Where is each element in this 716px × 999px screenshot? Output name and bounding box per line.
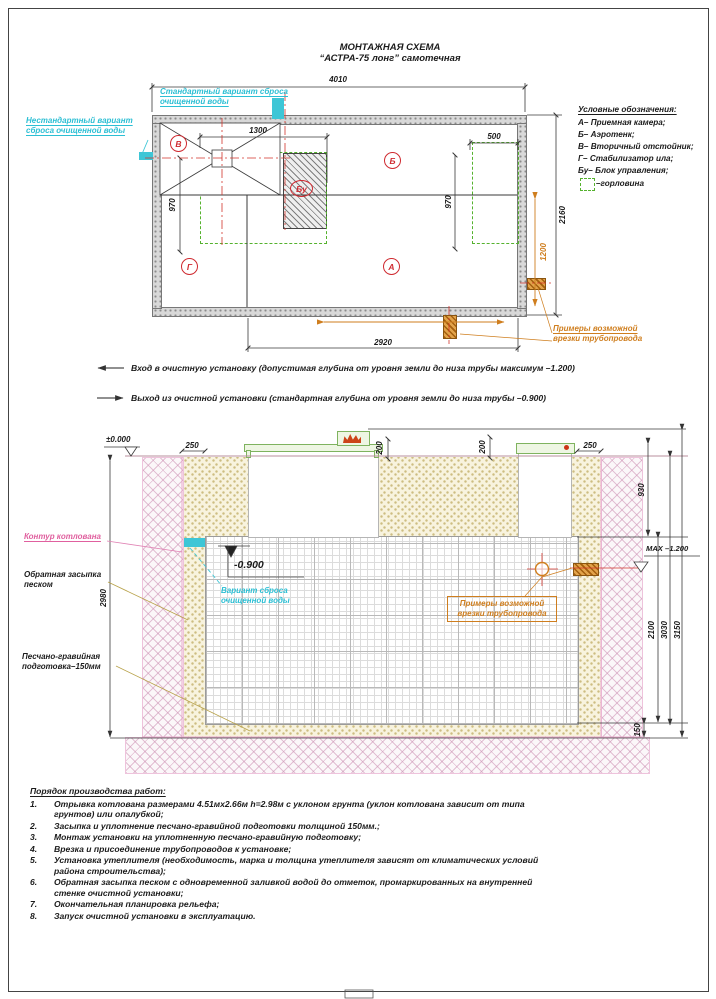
dim-150: 150 [633,723,642,737]
plan-pipe-examples-line2: врезки трубопровода [553,334,643,343]
backfill-label: Обратная засыпка песком [24,570,102,589]
compartment-bu-bubble [290,180,313,197]
compartment-label: Г [186,261,193,272]
dim-200-left: 200 [375,441,384,455]
item-text: Обратная засыпка песком с одновременной заливкой водой до отметок, промаркированных на внутренней стенке очистной установки; [54,877,533,898]
compartment-b-bubble [384,152,401,169]
legend-gorlovina-icon [580,178,595,191]
standard-outlet-label: Стандартный вариант сброса очищенной воды [160,87,288,106]
dim-500: 500 [487,132,501,141]
item-text: Запуск очистной установки в эксплуатацию. [54,910,256,921]
pit-contour-leader [107,541,182,552]
pit-contour-lines [142,457,641,737]
dim-1200: 1200 [539,243,548,261]
page-mark [345,990,373,998]
dim-2980: 2980 [99,589,108,607]
compartment-v-bubble [170,135,187,152]
section-dims [104,429,700,738]
compartment-label: Бу [296,183,307,194]
dim-250-right: 250 [583,441,597,450]
backfill-leader [108,582,188,620]
plan-linework [152,83,562,352]
inlet-note: Вход в очистную установку (допустимая глубина от уровня земли до низа трубы максимум –1.200) [131,363,575,373]
item-number: 1. [30,798,38,809]
item-number: 2. [30,820,38,831]
dim-2160: 2160 [558,206,567,224]
item-text: Отрывка котлована размерами 4.51мх2.66м h=2.98м с уклоном грунта (уклон котлована зависит от типа грунтов) или опалубкой; [54,798,525,819]
work-order-item [30,821,554,832]
zero-level-label: ±0.000 [106,435,131,444]
legend-title: Условные обозначения: [578,105,677,114]
dim-3150: 3150 [673,621,682,639]
work-order-item [30,899,554,910]
work-order-item [30,855,554,876]
dim-3030: 3030 [660,621,669,639]
drawing-title: МОНТАЖНАЯ СХЕМА [339,42,441,53]
outlet-variant-line2: очищенной воды [221,596,290,605]
legend-item: Б– Аэротенк; [578,130,635,139]
work-order-item [30,877,554,898]
item-text: Монтаж установки на уплотненную песчано-гравийную подготовку; [54,832,362,842]
plan-pipe-examples-line1: Примеры возможной [553,324,638,333]
dim-2920: 2920 [374,338,392,347]
work-order-title: Порядок производства работ: [30,786,166,796]
work-order-item [30,799,554,820]
dim-1300: 1300 [249,126,267,135]
outlet-variant-leader [190,548,222,586]
legend-item: Г– Стабилизатор ила; [578,154,674,163]
dim-930: 930 [637,483,646,497]
compartment-label: А [388,261,395,272]
drawing-subtitle: “АСТРА-75 лонг” самотечная [319,53,461,64]
outlet-level-label: -0.900 [234,559,264,571]
max-level-label: MAX –1.200 [646,544,689,553]
dim-4010: 4010 [329,75,347,84]
work-order [30,786,554,921]
work-order-item [30,832,554,843]
pit-contour-label: Контур котлована [24,532,101,541]
outlet-note: Выход из очистной установки (стандартная глубина от уровня земли до низа трубы –0.900) [131,393,547,403]
item-number: 7. [30,899,38,909]
legend-item: Бу– Блок управления; [578,166,669,175]
dim-970-left: 970 [168,198,177,212]
compartment-label: Б [389,155,396,166]
section-pipe-examples-line1: Примеры возможной [459,599,545,608]
item-number: 8. [30,910,38,921]
dim-970-right: 970 [444,195,453,209]
dim-2100: 2100 [647,621,656,639]
item-number: 6. [30,877,38,887]
outlet-variant-line1: Вариант сброса [221,586,288,595]
legend-item: А– Приемная камера; [578,118,666,127]
dim-250-left: 250 [185,441,199,450]
plan-pipe-examples-label [553,324,642,344]
item-text: Установка утеплителя (необходимость, марка и толщина утеплителя зависят от климатических условий района строительства); [54,855,539,876]
compartment-g-bubble [181,258,198,275]
dim-200-right: 200 [478,440,487,454]
legend-item: В– Вторичный отстойник; [578,142,694,151]
item-number: 4. [30,843,38,854]
item-text: Врезка и присоединение трубопроводов к установке; [54,843,292,854]
item-text: Окончательная планировка рельефа; [54,899,220,909]
work-order-item [30,844,554,855]
nonstandard-outlet-label: Нестандартный вариант сброса очищенной воды [26,116,133,135]
section-pipe-examples-box [447,596,557,622]
item-number: 3. [30,832,38,842]
bedding-label: Песчано-гравийная подготовка–150мм [22,652,101,671]
nonstandard-outlet-leader [142,140,148,154]
outlet-variant-label [221,586,290,606]
compartment-a-bubble [383,258,400,275]
legend-gorlovina-label: –горловина [596,179,645,188]
item-text: Засыпка и уплотнение песчано-гравийной подготовки толщиной 150мм.; [54,820,380,831]
bedding-leader [116,666,250,731]
work-order-item [30,911,554,922]
section-orange-marks [525,563,572,597]
flow-arrows [97,368,124,398]
section-pipe-examples-line2: врезки трубопровода [457,609,547,618]
item-number: 5. [30,855,38,865]
compartment-label: В [175,138,182,149]
